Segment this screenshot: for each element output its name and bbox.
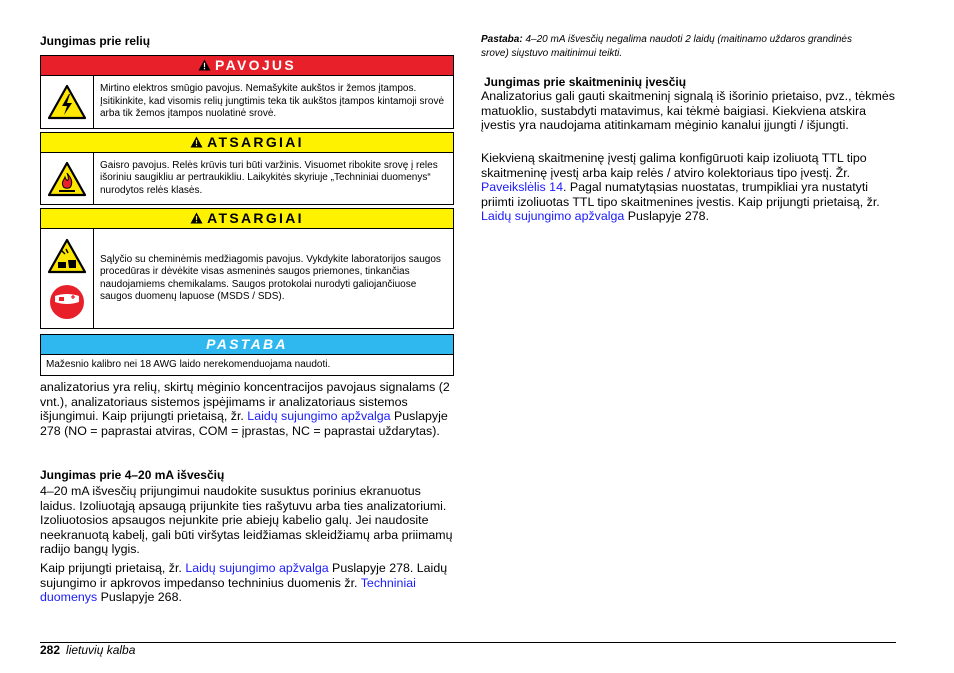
danger-box bbox=[40, 55, 454, 129]
note-text: Mažesnio kalibro nei 18 AWG laido nerekomenduojama naudoti. bbox=[46, 359, 331, 370]
caution-header-chemical bbox=[41, 209, 453, 229]
wiring-overview-link[interactable]: Laidų sujungimo apžvalga bbox=[247, 409, 391, 424]
caution-text-chemical: Sąlyčio su cheminėmis medžiagomis pavojus. Vykdykite laboratorijos saugos procedūras ir dėvėkite visas asmeninės saugos priemones, tinkančias naudojamiems chemikalams. Saugos protokolai nurodyti galiojančiuose saugos duomenų lapuose (MSDS / SDS). bbox=[100, 253, 441, 302]
pastaba-note: Pastaba: 4–20 mA išvesčių negalima naudoti 2 laidų (maitinamo uždaros grandinės srove) siųstuvo maitinimui teikti. bbox=[481, 34, 852, 59]
fire-icon-cell bbox=[41, 153, 94, 204]
danger-header bbox=[41, 56, 453, 76]
ma-output-heading: Jungimas prie 4–20 mA išvesčių bbox=[40, 468, 225, 482]
page-footer bbox=[40, 643, 135, 657]
warning-triangle-icon bbox=[190, 136, 203, 148]
footer-rule bbox=[40, 642, 896, 643]
warning-triangle-icon bbox=[190, 212, 203, 224]
note-header: PASTABA bbox=[41, 335, 453, 355]
danger-icon-cell bbox=[41, 76, 94, 128]
wiring-overview-link-2[interactable]: Laidų sujungimo apžvalga bbox=[185, 561, 329, 575]
page-number: 282 bbox=[40, 643, 61, 657]
caution-box-fire bbox=[40, 132, 454, 205]
relay-heading: Jungimas prie relių bbox=[40, 34, 151, 48]
caution-header-fire bbox=[41, 133, 453, 153]
ma-paragraph-1: 4–20 mA išvesčių prijungimui naudokite susuktus porinius ekranuotus laidus. Izoliuotąją apsaugą prijunkite ties rašytuvu arba ties analizatoriumi. Izoliuotosios apsaugos nejunkite prie abiejų kabelio galų. Jei naudosite neekranuotą kabelį, gali būti viršytas leidžiamas skleidžiamų arba priimamų radijo bangų lygis. bbox=[40, 484, 453, 557]
caution-title-chemical: ATSARGIAI bbox=[207, 210, 304, 226]
warning-triangle-icon bbox=[198, 59, 211, 71]
caution-title-fire: ATSARGIAI bbox=[207, 134, 304, 150]
digital-input-heading: Jungimas prie skaitmeninių įvesčių bbox=[484, 75, 687, 89]
technical-data-link[interactable]: Techniniai duomenys bbox=[40, 575, 416, 605]
note-box bbox=[40, 334, 454, 376]
caution-box-chemical bbox=[40, 208, 454, 329]
digital-paragraph-2: Kiekvieną skaitmeninę įvestį galima konfigūruoti kaip izoliuotą TTL tipo skaitmeninę įvestį arba kaip relės / atviro kolektoriaus tipo įvestį. Žr. Paveikslėlis 14. Pagal numatytąsias nuostatas, trumpikliai yra nustatyti priimti izoliuotas TTL tipo skaitmenines įvestis. Kaip prijungti prietaisą, žr. Laidų sujungimo apžvalga Puslapyje 278. bbox=[481, 151, 880, 224]
danger-text: Mirtino elektros smūgio pavojus. Nemašykite aukštos ir žemos įtampos. Įsitikinkite, kad visomis relių jungtimis teka tik aukštos įtampos kintamoji srovė arba tik žemos įtampos nuolatinė srovė. bbox=[100, 83, 445, 120]
digital-paragraph-1: Analizatorius gali gauti skaitmeninį signalą iš išorinio prietaiso, pvz., tėkmės matuoklio, sustabdyti matavimus, kai tėkmė baigiasi. Kiekviena atskira įvestis yra naudojama atitinkamam mėginio kanalui įjungti / išjungti. bbox=[481, 89, 895, 133]
protective-eyewear-icon bbox=[49, 284, 85, 320]
figure-14-link[interactable]: Paveikslėlis 14 bbox=[481, 180, 563, 195]
chemical-hazard-icon bbox=[47, 238, 87, 274]
footer-language: lietuvių kalba bbox=[66, 643, 136, 657]
relay-paragraph: analizatorius yra relių, skirtų mėginio koncentracijos pavojaus signalams (2 vnt.), analizatoriaus sistemos įspėjimams ir analizatoriaus sistemos išjungimui. Kaip prijungti prietaisą, žr. Laidų sujungimo apžvalga Puslapyje 278 (NO = paprastai atviras, COM = įprastas, NC = paprastai uždarytas). bbox=[40, 380, 450, 438]
caution-text-fire: Gaisro pavojus. Relės krūvis turi būti varžinis. Visuomet ribokite srovę į reles išoriniu saugikliu ar pertraukikliu. Laikykitės skyriuje „Techniniai duomenys“ nurodytos relės klasės. bbox=[100, 159, 438, 196]
chemical-icon-cell bbox=[41, 229, 94, 328]
electrical-shock-icon bbox=[47, 84, 87, 120]
fire-hazard-icon bbox=[47, 161, 87, 197]
ma-paragraph-2: Kaip prijungti prietaisą, žr. Laidų sujungimo apžvalga Puslapyje 278. Laidų sujungimo ir apkrovos impedanso techninius duomenis žr. Techniniai duomenys Puslapyje 268. bbox=[40, 561, 448, 605]
wiring-overview-link-3[interactable]: Laidų sujungimo apžvalga bbox=[481, 209, 625, 224]
danger-title: PAVOJUS bbox=[215, 57, 296, 73]
pastaba-label: Pastaba: bbox=[481, 34, 523, 45]
